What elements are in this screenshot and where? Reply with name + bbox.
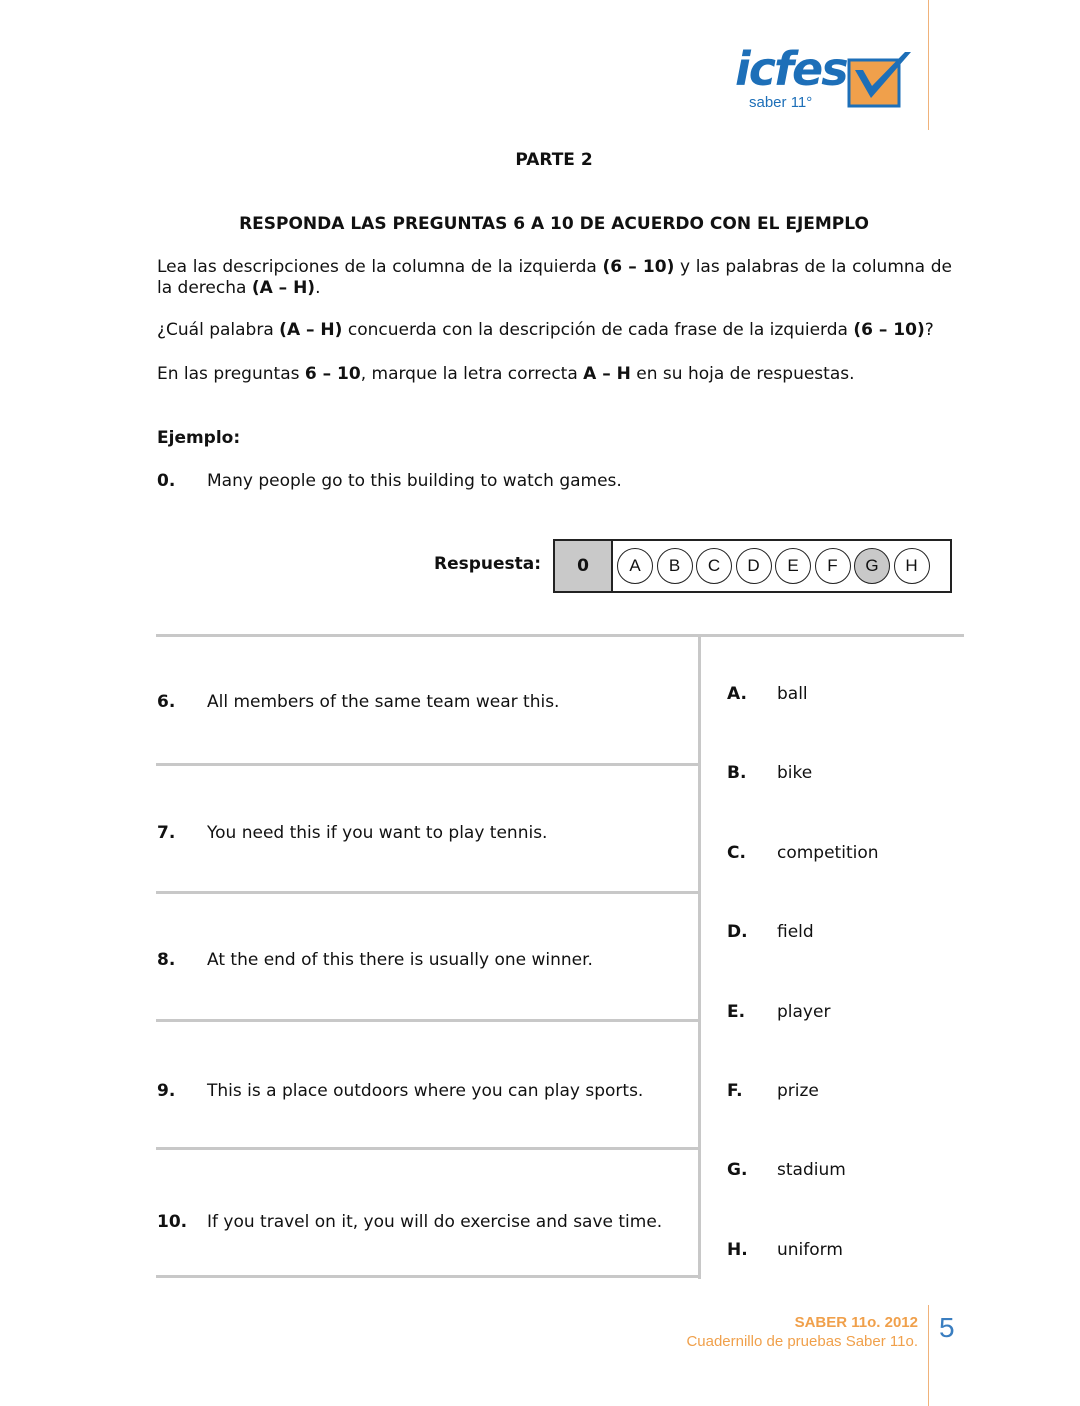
bubble-f[interactable]: F — [815, 548, 851, 584]
question-number: 10. — [157, 1212, 188, 1232]
option-letter: D. — [727, 922, 748, 942]
instruction-paragraph-1: Lea las descripciones de la columna de la izquierda (6 – 10) y las palabras de la columna de la derecha (A – H). — [157, 257, 952, 298]
bubble-g[interactable]: G — [854, 548, 890, 584]
page-number: 5 — [939, 1312, 955, 1343]
option-word: ball — [777, 684, 808, 704]
question-text: This is a place outdoors where you can play sports. — [207, 1081, 644, 1101]
row-divider — [156, 763, 701, 766]
option-word: stadium — [777, 1160, 846, 1180]
footer-subtitle: Cuadernillo de pruebas Saber 11o. — [686, 1333, 918, 1350]
option-word: competition — [777, 843, 879, 863]
option-word: uniform — [777, 1240, 843, 1260]
option-word: prize — [777, 1081, 819, 1101]
row-divider — [156, 891, 701, 894]
example-text: Many people go to this building to watch games. — [207, 471, 622, 491]
bubble-e[interactable]: E — [775, 548, 811, 584]
question-text: You need this if you want to play tennis. — [207, 823, 548, 843]
example-label: Ejemplo: — [157, 428, 241, 448]
logo-subtitle: saber 11° — [749, 94, 813, 111]
answer-bubbles — [613, 548, 933, 584]
instruction-paragraph-2: ¿Cuál palabra (A – H) concuerda con la descripción de cada frase de la izquierda (6 – 10)? — [157, 320, 934, 340]
row-divider — [156, 1147, 701, 1150]
instruction-heading: RESPONDA LAS PREGUNTAS 6 A 10 DE ACUERDO CON EL EJEMPLO — [239, 214, 869, 234]
question-number: 7. — [157, 823, 176, 843]
question-number: 6. — [157, 692, 176, 712]
checkmark-icon — [845, 48, 915, 110]
bubble-h[interactable]: H — [894, 548, 930, 584]
instruction-paragraph-3: En las preguntas 6 – 10, marque la letra correcta A – H en su hoja de respuestas. — [157, 364, 855, 384]
table-bottom-rule — [156, 1275, 701, 1278]
option-letter: H. — [727, 1240, 748, 1260]
question-number: 9. — [157, 1081, 176, 1101]
answer-strip — [553, 539, 952, 593]
bubble-b[interactable]: B — [657, 548, 693, 584]
option-word: bike — [777, 763, 813, 783]
row-divider — [156, 1019, 701, 1022]
bubble-a[interactable]: A — [617, 548, 653, 584]
option-letter: G. — [727, 1160, 748, 1180]
bubble-d[interactable]: D — [736, 548, 772, 584]
example-number: 0. — [157, 471, 176, 491]
option-word: player — [777, 1002, 831, 1022]
option-letter: C. — [727, 843, 746, 863]
top-vertical-rule — [928, 0, 929, 130]
bubble-c[interactable]: C — [696, 548, 732, 584]
column-divider — [698, 636, 701, 1279]
answer-row-number: 0 — [555, 541, 613, 591]
question-number: 8. — [157, 950, 176, 970]
option-letter: B. — [727, 763, 747, 783]
answer-label: Respuesta: — [434, 554, 542, 574]
option-letter: A. — [727, 684, 747, 704]
option-word: field — [777, 922, 814, 942]
question-text: At the end of this there is usually one winner. — [207, 950, 593, 970]
option-letter: E. — [727, 1002, 746, 1022]
bottom-vertical-rule — [928, 1305, 929, 1406]
icfes-logo — [735, 44, 915, 119]
question-text: If you travel on it, you will do exercise and save time. — [207, 1212, 663, 1232]
table-top-rule — [156, 634, 964, 637]
footer-title: SABER 11o. 2012 — [794, 1314, 918, 1331]
question-text: All members of the same team wear this. — [207, 692, 560, 712]
logo-wordmark: icfes — [735, 42, 847, 96]
section-title: PARTE 2 — [515, 150, 593, 170]
option-letter: F. — [727, 1081, 743, 1101]
